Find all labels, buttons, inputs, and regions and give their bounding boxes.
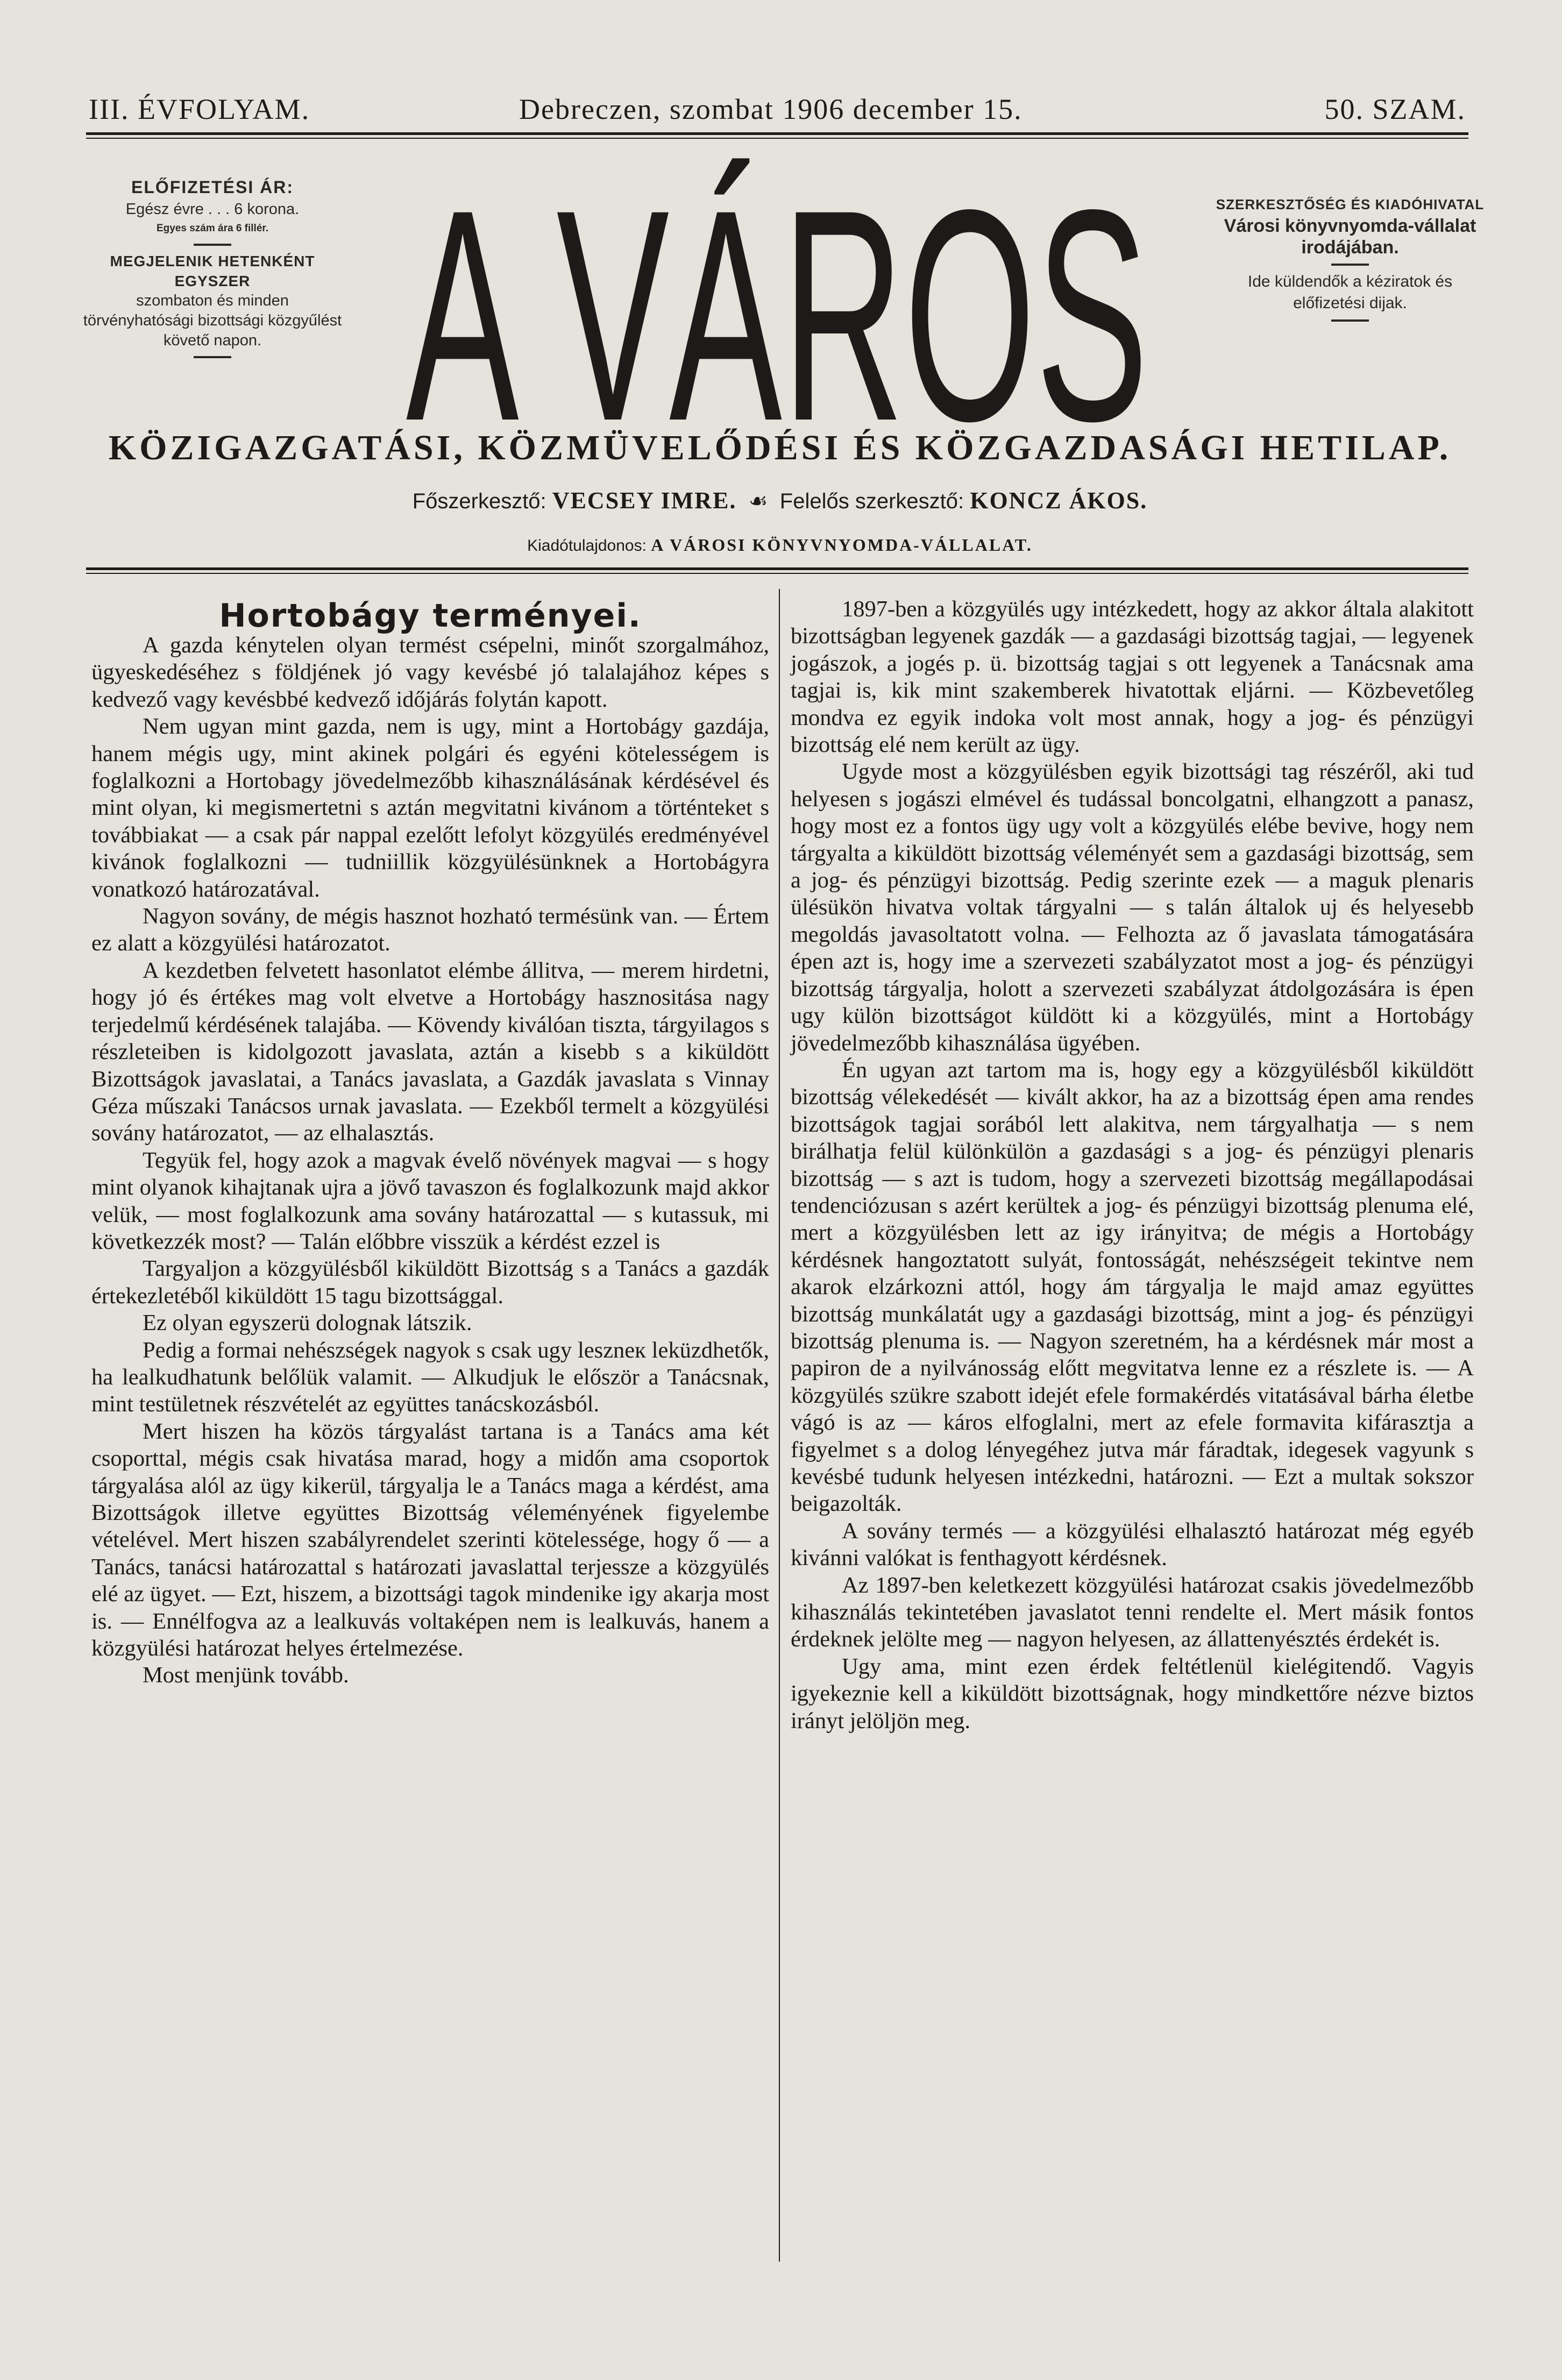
editor-in-chief-label: Főszerkesztő: <box>412 489 546 513</box>
column-divider <box>779 589 780 2262</box>
office-box <box>1210 194 1490 327</box>
office-heading: SZERKESZTŐSÉG ÉS KIADÓHIVATAL <box>1216 196 1485 212</box>
article-paragraph: Ugyde most a közgyülésben egyik bizottsági tag részéről, aki tud helyesen s jogászi elmével és tudással boncolgatni, elhangzott a panasz, hogy most ez a fontos ügy ugy volt a közgyülés elébe bevive, hogy nem tárgyalta a kiküldött bizottság véleményét sem a gazdasági bizottság, sem a jog- és pénzügyi bizottság. Pedig szerinte ezek — a maguk plenaris ülésükön hivatva voltak tárgyalni — s talán általok uj és helyesebb megoldás javasoltatott volna. — Felhozta az ő javaslata támogatására épen azt is, hogy ime a szervezeti szabályzatot most a jog- és pénzügyi bizottság tárgyalja, holott a szervezeti szabályzat átdolgozására is épen ugy külön bizottságot küldött ki a közgyülés, mint a Hortobágy jövedelmezőbb kihasználása ügyében. <box>791 759 1474 1056</box>
office-location: Városi könyvnyomda-vállalat irodájában. <box>1224 216 1476 258</box>
top-rule-thin <box>86 138 1468 139</box>
article-paragraph: Tegyük fel, hogy azok a magvak évelő növények magvai — s hogy mint olyanok kihajtanak ujra a jövő tavaszon és foglalkozunk majd akkor velük, — most foglalkozunk ama sovány határozattal — s kutassuk, mi következzék most? — Talán előbbre visszük a kérdést ezzel is <box>91 1147 769 1254</box>
article-paragraph: A gazda kénytelen olyan termést csépelni, minőt szorgalmához, ügyeskedéséhez s földjének jó vagy kevésbé jó talalajához képes s kedvező vagy kevésbbé kedvező időjárás folytán kapott. <box>91 633 769 712</box>
article-paragraph: Nagyon sovány, de mégis hasznot hozható termésünk van. — Értem ez alatt a közgyülési határozatot. <box>91 904 769 956</box>
subscription-box <box>81 177 344 364</box>
article-paragraph: A sovány termés — a közgyülési elhalasztó határozat még egyéb kivánni valókat is fenthagyott kérdésnek. <box>791 1518 1474 1571</box>
subtitle: KÖZIGAZGATÁSI, KÖZMÜVELŐDÉSI ÉS KÖZGAZDASÁGI HETILAP. <box>108 428 1452 467</box>
article-paragraph: Az 1897-ben keletkezett közgyülési határozat csakis jövedelmezőbb kihasználás tekintetében javaslatot tenni rendelte el. Mert másik fontos érdeknek jelölte meg — nagyon helyesen, az állattenyésztés érdekét is. <box>791 1572 1474 1652</box>
publisher-line <box>86 535 1474 555</box>
editors-line <box>86 487 1474 514</box>
top-rule <box>86 132 1468 135</box>
subscription-price: Egész évre . . . 6 korona. <box>125 201 300 218</box>
subscription-heading: ELŐFIZETÉSI ÁR: <box>131 177 294 197</box>
separator-ornament: ☙ <box>748 489 768 513</box>
article-paragraph: Pedig a formai nehészségek nagyok s csak ugy leszneк leküzdhetők, ha lealkudhatunk belőlük valamit. — Alkudjuk le először a Tanácsnak, mint testületnek részvételét az együttes tanácskozásból. <box>91 1337 769 1417</box>
divider <box>1331 319 1369 322</box>
responsible-editor-label: Felelős szerkesztő: <box>779 489 964 513</box>
article-paragraph: Most menjünk tovább. <box>143 1663 349 1688</box>
appears-heading: MEGJELENIK HETENKÉNT EGYSZER <box>110 253 315 289</box>
header-rule-thin <box>86 573 1468 574</box>
article-paragraph: Mert hiszen ha közös tárgyalást tartana is a Tanács ama két csoporttal, mégis csak hivatása marad, hogy a midőn ama csoportok tárgyalása alól az ügy kikerül, tárgyalja le a Tanács maga a kérdést, ama Bizottságok illetve együttes Bizottság véleményének figyelembe vételével. Mert hiszen szabályrendelet szerinti kötelessége, hogy ő — a Tanács, tanácsi határozattal s határozati javaslattal terjessze a közgyülés elé az ügyet. — Ezt, hiszem, a bizottsági tagok mindenike igy akarja most is. — Ennélfogva az a lealkuvás voltaképen nem is lealkuvás, hanem a közgyülési határozat helyes értelmezése. <box>91 1418 769 1661</box>
article-right-column <box>791 596 1474 1735</box>
article-paragraph: Targyaljon a közgyülésből kiküldött Bizottság s a Tanács a gazdák értekezletéből kiküldött 15 tagu bizottsággal. <box>91 1256 769 1309</box>
header-rule <box>86 567 1468 570</box>
article-paragraph: A kezdetben felvetett hasonlatot elémbe állitva, — merem hirdetni, hogy jó és értékes mag volt elvetve a Hortobágy hasznositása nagy terjedelmű kérdésének talajába. — Kövendy kiválóan tiszta, tárgyilagos s részleteiben is kidolgozott javaslata, aztán a kisebb s a kiküldött Bizottságok javaslatai, a Tanács javaslata, a Gazdák javaslata s Vinnay Géza műszaki Tanácsos urnak javaslata. — Ezekből termelt a közgyülési sovány határozatot, — az elhalasztás. <box>91 957 769 1146</box>
article-paragraph: Én ugyan azt tartom ma is, hogy egy a közgyülésből kiküldött bizottság vélekedését — kivált akkor, ha az a bizottság épen ama rendes bizottságok tagjai sorából lett alakitva, nem tárgyalhatja — s nem birálhatja felül különkülön a gazdasági s a jog- és pénzügyi plenaris bizottság — s azt is tudom, hogy a szervezeti bizottság megállapodásai tendenciózusan s azért kerültek a jog- és pénzügyi bizottság plenuma elé, mert a közgyülésben lett az igy irányitva; de mégis a Hortobágy kérdésnek hangoztatott sulyát, fontosságát, nehészségeit tekintve nem akarok elzárkozni attól, hogy ám tárgyalja le majd amaz együttes bizottság munkálatát ugy a gazdasági bizottság, mint a jog- és pénzügyi bizottság plenuma is. — Nagyon szeretném, ha a kérdésnek már most a papiron de a nyilvánosság előtt megvitatva lenne ez a részlete is. — A közgyülés szükre szabott idejét efele formakérdés vitatásával bárha életbe vágó is az — káros elfoglalni, mert az efele formavita kifárasztja a figyelmet s a dolog lényegéhez jutva már fáradtak, idegesek vagyunk s kevésbé tudunk helyesen intézkedni, határozni. — Ezt a multak sokszor beigazolták. <box>791 1057 1474 1517</box>
article-paragraph: 1897-ben a közgyülés ugy intézkedett, hogy az akkor általa alakitott bizottságban legyenek gazdák — a gazdasági bizottság tagjai, — legyenek jogászok, a jogés p. ü. bizottság tagjai s ott legyenek a Tanácsnak ama tagjai is, kik mint szakemberek hivatottak eljárni. — Közbevetőleg mondva ez egyik indoka volt most annak, hogy a jog- és pénzügyi bizottság elé nem került az ügy. <box>791 596 1474 758</box>
article-title: Hortobágy terményei. <box>219 597 642 635</box>
publisher-label: Kiadótulajdonos: <box>527 537 647 555</box>
volume: III. ÉVFOLYAM. <box>89 93 310 125</box>
article-paragraph: Ez olyan egyszerü dolognak látszik. <box>143 1310 472 1336</box>
article-left-column <box>91 632 769 1689</box>
divider <box>194 356 231 358</box>
responsible-editor: KONCZ ÁKOS. <box>970 487 1148 514</box>
divider <box>1331 264 1369 266</box>
issue-number: 50. SZAM. <box>1324 93 1466 125</box>
article-paragraph: Ugy ama, mint ezen érdek feltétlenül kielégitendő. Vagyis igyekeznie kell a kiküldött bizottságnak, hogy mindkettőre nézve biztos irányt jelöljön meg. <box>791 1653 1474 1734</box>
editor-in-chief: VECSEY IMRE. <box>552 487 737 514</box>
dateline: Debreczen, szombat 1906 december 15. <box>519 93 1023 125</box>
appears-text: szombaton és minden törvényhatósági bizottsági közgyűlést követő napon. <box>83 292 342 349</box>
article-paragraph: Nem ugyan mint gazda, nem is ugy, mint a Hortobágy gazdája, hanem mégis ugy, mint akinek polgári és egyéni kötelességem is foglalkozni a Hortobagy jövedelmezőbb kihasználásának kérdésével és mint olyan, ki megismertetni s aztán megvitatni kivánom a történteket s továbbiakat — a csak pár nappal ezelőtt lefolyt közgyülés eredményével kivánok foglalkozni — tudniillik közgyülésünknek a Hortobágyra vonatkozó határozatával. <box>91 714 769 902</box>
publisher: A VÁROSI KÖNYVNYOMDA-VÁLLALAT. <box>651 535 1033 555</box>
title-text: A VÁROS <box>406 147 1148 484</box>
office-note: Ide küldendők a kéziratok és előfizetési dijak. <box>1247 273 1453 312</box>
divider <box>194 244 231 246</box>
single-copy-price: Egyes szám ára 6 fillér. <box>156 223 269 234</box>
